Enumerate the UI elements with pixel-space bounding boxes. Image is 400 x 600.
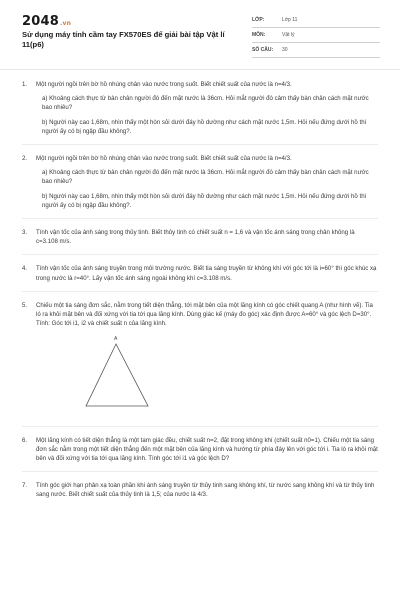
question-sub-a: a) Khoảng cách thực từ bàn chân người đó đến mặt nước là 36cm. Hỏi mắt người đó cảm thấy bàn chân cách mặt nước bao nhiêu? [42, 169, 369, 186]
meta-key: SỐ CÂU: [252, 47, 274, 53]
question-1 [22, 80, 378, 136]
question-number: 6. [22, 436, 28, 444]
document-title: Sử dụng máy tính cầm tay FX570ES để giải bài tập Vật lí 11(p6) [22, 30, 225, 49]
question-sub-b: b) Người này cao 1,68m, nhìn thấy một hòn sỏi dưới đáy hồ dường như cách mặt nước 1,5m. Hỏi nếu đứng dưới hồ thì người ấy có bị ngập đầu không?. [42, 118, 367, 135]
question-number: 5. [22, 301, 28, 309]
apex-label: A [114, 336, 118, 343]
meta-key: MÔN: [252, 32, 266, 38]
question-text: Chiếu một tia sáng đơn sắc, nằm trong tiết diện thẳng, tới mặt bên của một lăng kính có góc chiết quang A (như hình vẽ). Tia ló ra khỏi mặt bên và đối xứng với tia tới qua lăng kính. Dùng giác kế (máy đo góc) xác định được A=60° và góc lệch D=30°. Tính: Góc tới i1, i2 và chiết suất n của lăng kính. [36, 301, 373, 328]
question-divider [22, 471, 378, 472]
question-sub-a: a) Khoảng cách thực từ bàn chân người đó đến mặt nước là 36cm. Hỏi mắt người đó cảm thấy bàn chân cách mặt nước bao nhiêu? [42, 95, 369, 112]
question-text: Tính góc giới hạn phản xạ toàn phần khi ánh sáng truyền từ thủy tinh sang không khí, từ nước sang không khí và từ thủy tinh sang nước. Biết chiết suất của thủy tinh là 1,5; của nước là 4/3. [36, 482, 375, 499]
question-number: 1. [22, 81, 28, 88]
prism-triangle-figure [76, 334, 156, 414]
question-4 [22, 264, 378, 282]
question-number: 2. [22, 155, 28, 163]
prism-outline [86, 344, 148, 406]
question-number: 4. [22, 265, 28, 273]
logo-main: 2048 [22, 14, 59, 29]
question-text: Tính vận tốc của ánh sáng truyền trong môi trường nước. Biết tia sáng truyền từ không khí với góc tới là i=60° thì góc khúc xạ trong nước là r=40°. Lấy vận tốc ánh sáng ngoài không khí c=3.108 m/s. [36, 265, 377, 282]
question-number: 7. [22, 482, 28, 490]
question-text: Tính vận tốc của ánh sáng trong thủy tinh. Biết thủy tinh có chiết suất n = 1,6 và vận tốc ánh sáng trong chân không là c=3.108 m/s. [36, 229, 355, 246]
question-divider [22, 426, 378, 427]
question-list [22, 80, 378, 500]
question-divider [22, 254, 378, 255]
question-7 [22, 481, 378, 499]
question-3 [22, 228, 378, 246]
header-divider [0, 69, 400, 70]
question-6 [22, 436, 378, 464]
meta-value: 30 [282, 47, 288, 53]
question-divider [22, 218, 378, 219]
question-divider [22, 291, 378, 292]
meta-row-subject [252, 28, 380, 43]
meta-row-class [252, 13, 380, 28]
meta-value: Vật lý [282, 32, 295, 38]
question-number: 3. [22, 229, 28, 237]
meta-key: LỚP: [252, 17, 265, 23]
question-text: Một người ngồi trên bờ hồ nhúng chân vào nước trong suốt. Biết chiết suất của nước là n=4/3. [36, 81, 292, 88]
meta-value: Lớp 11 [282, 17, 298, 23]
meta-row-count [252, 43, 380, 58]
site-logo[interactable] [22, 14, 71, 29]
question-sub-b: b) Người này cao 1,68m, nhìn thấy một hòn sỏi dưới đáy hồ dường như cách mặt nước 1,5m. Hỏi nếu đứng dưới hồ thì người ấy có bị ngập đầu không?. [42, 192, 367, 209]
logo-suffix: .vn [59, 20, 72, 27]
document-header [0, 0, 400, 62]
question-2 [22, 154, 378, 210]
question-divider [22, 144, 378, 145]
question-text: Một lăng kính có tiết diện thẳng là một tam giác đều, chiết suất n=2, đặt trong không khí (chiết suất n0=1). Chiếu một tia sáng đơn sắc nằm trong một tiết diện thẳng đến một mặt bên của lăng kính và hướng từ phía đáy lên với góc tới i. Tia ló ra khỏi mặt bên và đối xứng với tia tới qua lăng kính. Tính góc tới i1 và góc lệch D? [36, 436, 378, 463]
meta-table [252, 13, 380, 58]
question-5 [22, 301, 378, 418]
question-text: Một người ngồi trên bờ hồ nhúng chân vào nước trong suốt. Biết chiết suất của nước là n=4/3. [36, 155, 292, 163]
